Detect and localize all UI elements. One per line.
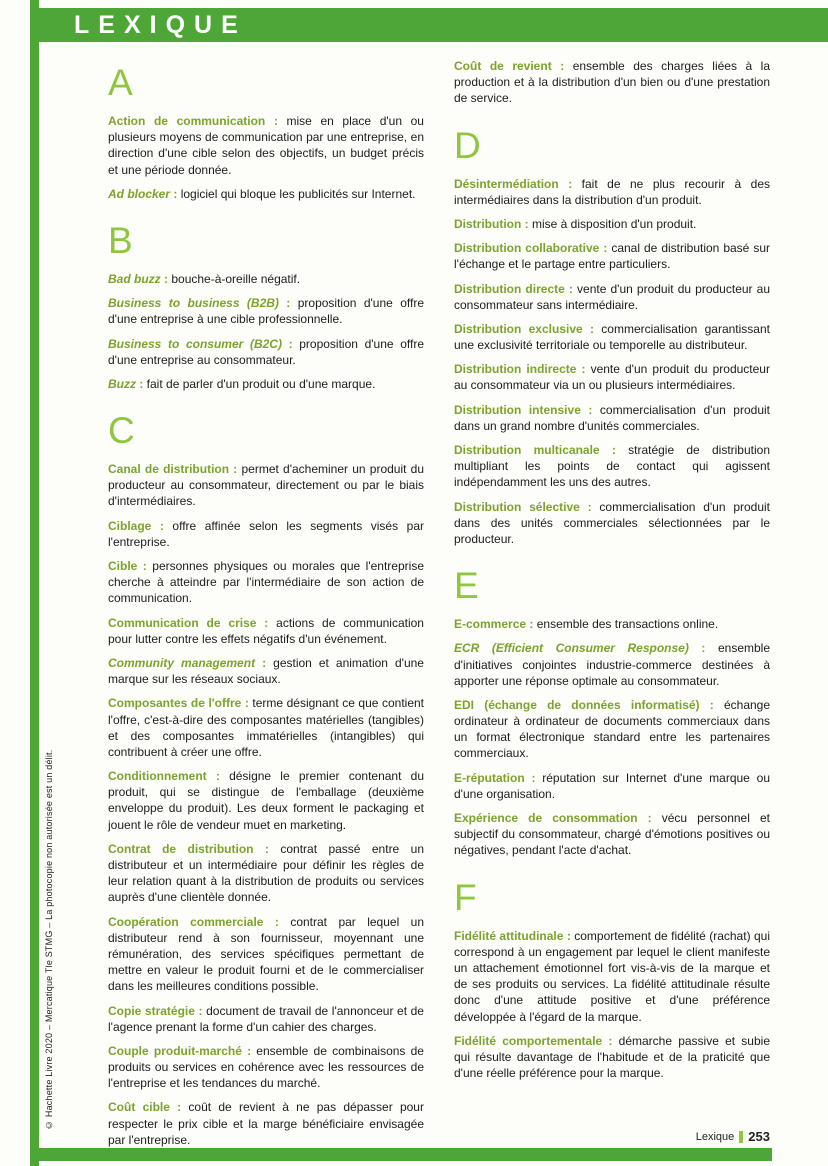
entry-definition: vécu personnel et subjectif du consommateur, chargé d'émotions positives ou négatives, pendant l'acte d'achat. bbox=[454, 811, 770, 858]
entry-definition: échange ordinateur à ordinateur de documents commerciaux dans un format électronique standard entre les partenaires commerciaux. bbox=[454, 697, 771, 761]
entry-definition: désigne le premier contenant du produit, qui se distingue de l'emballage (deuxième enveloppe du produit). Les deux forment le packaging et jouent le rôle de vendeur muet en marketing. bbox=[108, 769, 424, 832]
entry-term: Ad blocker bbox=[108, 186, 171, 201]
entry-term: Canal de distribution bbox=[108, 462, 230, 477]
term-colon: : bbox=[579, 499, 600, 514]
glossary-section-d bbox=[454, 124, 771, 548]
term-colon: : bbox=[253, 841, 281, 856]
entry-definition: ensemble des charges liées à la production et à la distribution d'un bien ou d'une prestation de service. bbox=[454, 59, 770, 106]
entry-definition: mise en place d'un ou plusieurs moyens de communication par une entreprise, en direction d'une cible selon des objectifs, un budget précis et une période donnée. bbox=[108, 114, 424, 177]
glossary-column-right bbox=[454, 58, 770, 1158]
entry-term: Buzz bbox=[108, 376, 136, 391]
entry-definition: coût de revient à ne pas dépasser pour respecter le prix cible et la marge bénéficiaire envisagée par l'entreprise. bbox=[108, 1100, 424, 1147]
entry-term: Business to consumer (B2C) bbox=[108, 336, 282, 351]
glossary-entry bbox=[454, 240, 770, 272]
entry-term: Coût cible bbox=[108, 1100, 170, 1115]
entry-definition: commercialisation d'un produit dans un grand nombre d'unités commerciales. bbox=[454, 402, 770, 433]
entry-term: Désintermédiation bbox=[454, 176, 559, 191]
term-colon: : bbox=[169, 1100, 189, 1115]
entry-definition: ensemble d'initiatives conjointes industrie-commerce destinées à apporter une réponse optimale au consommateur. bbox=[454, 641, 770, 688]
glossary-entry bbox=[108, 558, 424, 607]
entry-definition: fait de ne plus recourir à des intermédiaires dans la distribution d'un produit. bbox=[454, 176, 770, 207]
entry-term: Communication de crise bbox=[108, 615, 257, 630]
glossary-entry bbox=[108, 376, 424, 392]
entry-term: Couple produit-marché bbox=[108, 1043, 242, 1058]
glossary-entry bbox=[108, 295, 424, 327]
entry-term: Fidélité attitudinale bbox=[454, 928, 564, 943]
glossary-section-continued bbox=[454, 58, 770, 107]
term-colon: : bbox=[599, 443, 629, 457]
entry-term: Expérience de consommation bbox=[454, 811, 638, 825]
glossary-entry bbox=[108, 461, 424, 510]
copyright-note: © Hachette Livre 2020 – Mercatique Tle STMG – La photocopie non autorisée est un délit. bbox=[44, 749, 54, 1130]
glossary-entry bbox=[108, 1099, 424, 1148]
entry-term: ECR (Efficient Consumer Response) bbox=[454, 641, 689, 656]
glossary-entry bbox=[108, 1003, 424, 1035]
glossary-section-b bbox=[108, 219, 425, 392]
glossary-entry bbox=[454, 640, 770, 689]
entry-definition: terme désignant ce que contient l'offre, c'est-à-dire des composantes matérielles (tangibles) et des composantes immatérielles (intangibles) qui contribuent à créer une offre. bbox=[108, 696, 425, 759]
glossary-entry bbox=[108, 655, 424, 687]
section-letter-f: F bbox=[454, 876, 477, 918]
glossary-entry bbox=[454, 321, 770, 353]
term-colon: : bbox=[278, 296, 298, 311]
glossary-entry bbox=[454, 442, 770, 491]
term-colon: : bbox=[160, 271, 172, 286]
term-colon: : bbox=[699, 697, 724, 712]
glossary-entry bbox=[454, 616, 770, 632]
entry-definition: vente d'un produit du producteur au consommateur sans intermédiaire. bbox=[454, 281, 770, 312]
entry-definition: ensemble des transactions online. bbox=[536, 617, 719, 632]
glossary-entry bbox=[454, 281, 770, 313]
term-colon: : bbox=[137, 559, 153, 573]
footer-separator bbox=[739, 1131, 743, 1143]
glossary-entry bbox=[108, 518, 424, 550]
section-letter-e: E bbox=[454, 565, 479, 607]
entry-definition: permet d'acheminer un produit du producteur au consommateur, directement ou par le biais d'intermédiaires. bbox=[108, 462, 425, 509]
glossary-entry bbox=[108, 768, 424, 833]
term-colon: : bbox=[170, 186, 181, 201]
entry-term: Distribution directe bbox=[454, 281, 565, 296]
glossary-section-e bbox=[454, 567, 770, 858]
entry-definition: contrat par lequel un distributeur rend à son fournisseur, moyennant une rémunération, des services spécifiques permettant de mettre en valeur le produit fourni et de le commercialiser dans les meilleures conditions possible. bbox=[108, 914, 425, 994]
entry-definition: logiciel qui bloque les publicités sur Internet. bbox=[180, 186, 416, 201]
entry-definition: stratégie de distribution multipliant les points de contact qui agissent indépendamment les uns des autres. bbox=[454, 443, 771, 490]
term-colon: : bbox=[580, 402, 600, 417]
entry-term: Business to business (B2B) bbox=[108, 296, 279, 311]
term-colon: : bbox=[602, 1033, 619, 1048]
entry-term: Community management bbox=[108, 655, 256, 670]
glossary-entry bbox=[454, 361, 770, 393]
glossary-entry bbox=[454, 810, 770, 859]
entry-definition: gestion et animation d'une marque sur les réseaux sociaux. bbox=[108, 655, 424, 687]
term-colon: : bbox=[599, 241, 612, 256]
footer-label: Lexique bbox=[695, 1130, 735, 1143]
glossary-entry bbox=[454, 402, 770, 434]
term-colon: : bbox=[551, 59, 573, 73]
entry-definition: vente d'un produit du producteur au consommateur via un ou plusieurs intermédiaires. bbox=[454, 362, 770, 393]
entry-definition: bouche-à-oreille négatif. bbox=[171, 271, 301, 286]
entry-term: Ciblage bbox=[108, 518, 152, 533]
entry-term: Distribution sélective bbox=[454, 499, 580, 514]
left-green-bar bbox=[30, 0, 39, 1166]
entry-definition: fait de parler d'un produit ou d'une marque. bbox=[146, 376, 376, 391]
entry-definition: offre affinée selon les segments visés par l'entreprise. bbox=[108, 518, 424, 549]
term-colon: : bbox=[151, 518, 173, 533]
entry-definition: contrat passé entre un distributeur et un intermédiaire pour définir les règles de leur relation quant à la distribution de produits ou services auprès d'une clientèle donnée. bbox=[108, 841, 424, 905]
entry-term: Coût de revient bbox=[454, 59, 552, 73]
glossary-entry bbox=[108, 914, 424, 995]
glossary-entry bbox=[108, 186, 424, 202]
bottom-green-bar bbox=[30, 1148, 772, 1161]
entry-term: Coopération commerciale bbox=[108, 914, 264, 929]
entry-definition: ensemble de combinaisons de produits ou services en cohérence avec les ressources de l'entreprise et les tendances du marché. bbox=[108, 1043, 424, 1091]
term-colon: : bbox=[206, 769, 230, 784]
section-letter-b: B bbox=[108, 219, 133, 261]
entry-definition: canal de distribution basé sur l'échange et le partage entre particuliers. bbox=[454, 241, 771, 272]
entry-term: Conditionnement bbox=[108, 769, 207, 784]
entry-term: E-réputation bbox=[454, 770, 525, 785]
glossary-entry bbox=[454, 770, 770, 802]
entry-definition: démarche passive et subie qui résulte davantage de l'habitude et de la praticité que d'une réelle préférence pour la marque. bbox=[454, 1033, 770, 1081]
term-colon: : bbox=[229, 462, 242, 477]
page-title: LEXIQUE bbox=[74, 10, 247, 39]
page-header bbox=[30, 8, 828, 42]
term-colon: : bbox=[576, 362, 591, 377]
entry-definition: comportement de fidélité (rachat) qui correspond à un engagement par lequel le client manifeste un attachement émotionnel fort vis-à-vis de la marque et de ses produits ou services. La fidélité attitudinale résulte donc d'une attitude positive et d'une préférence développée à l'égard de la marque. bbox=[454, 928, 770, 1024]
term-colon: : bbox=[688, 641, 718, 656]
glossary-entry bbox=[108, 841, 424, 906]
term-colon: : bbox=[281, 336, 300, 351]
entry-definition: réputation sur Internet d'une marque ou d'une organisation. bbox=[454, 770, 770, 801]
entry-term: E-commerce bbox=[454, 617, 527, 632]
entry-term: Distribution intensive bbox=[454, 402, 581, 417]
glossary-entry bbox=[108, 336, 424, 368]
entry-term: Action de communication bbox=[108, 114, 266, 128]
term-colon: : bbox=[637, 811, 662, 825]
glossary-section-f bbox=[454, 876, 770, 1082]
glossary-entry bbox=[108, 695, 424, 760]
glossary-entry bbox=[454, 928, 770, 1025]
glossary-entry bbox=[454, 176, 770, 208]
entry-term: Composantes de l'offre bbox=[108, 696, 242, 711]
glossary-entry bbox=[108, 615, 424, 647]
entry-definition: mise à disposition d'un produit. bbox=[532, 216, 697, 231]
entry-term: Distribution bbox=[454, 216, 522, 231]
glossary-entry bbox=[454, 697, 770, 762]
term-colon: : bbox=[524, 770, 543, 785]
section-letter-d: D bbox=[454, 124, 481, 166]
entry-term: Copie stratégie bbox=[108, 1003, 195, 1018]
term-colon: : bbox=[558, 176, 582, 191]
glossary-section-c bbox=[108, 412, 424, 1148]
entry-term: Distribution multicanale bbox=[454, 443, 600, 457]
glossary-entry bbox=[108, 113, 424, 178]
term-colon: : bbox=[241, 696, 253, 711]
glossary-column-left bbox=[108, 58, 424, 1158]
glossary-entry bbox=[454, 499, 770, 548]
glossary-content bbox=[108, 58, 770, 1158]
entry-term: EDI (échange de données informatisé) bbox=[454, 697, 700, 712]
glossary-entry bbox=[108, 1043, 424, 1092]
entry-term: Distribution collaborative bbox=[454, 241, 600, 256]
term-colon: : bbox=[521, 216, 532, 231]
section-letter-c: C bbox=[108, 410, 135, 452]
entry-definition: commercialisation d'un produit dans des unités commerciales sélectionnées par le producteur. bbox=[454, 499, 771, 546]
entry-definition: proposition d'une offre d'une entreprise à une cible professionnelle. bbox=[108, 296, 425, 327]
entry-definition: document de travail de l'annonceur et de l'agence prenant la forme d'un cahier des charges. bbox=[108, 1003, 424, 1034]
glossary-section-a bbox=[108, 64, 424, 202]
glossary-entry bbox=[108, 271, 424, 287]
entry-term: Contrat de distribution bbox=[108, 841, 254, 856]
term-colon: : bbox=[255, 655, 274, 670]
term-colon: : bbox=[563, 928, 575, 943]
term-colon: : bbox=[526, 617, 537, 632]
term-colon: : bbox=[136, 376, 147, 391]
glossary-entry bbox=[454, 1033, 770, 1082]
entry-term: Fidélité comportementale bbox=[454, 1033, 603, 1048]
term-colon: : bbox=[582, 321, 602, 336]
term-colon: : bbox=[194, 1003, 207, 1018]
entry-term: Distribution indirecte bbox=[454, 362, 577, 377]
term-colon: : bbox=[263, 914, 291, 929]
term-colon: : bbox=[265, 114, 287, 128]
entry-term: Bad buzz bbox=[108, 271, 161, 286]
footer-page-number: 253 bbox=[748, 1129, 770, 1144]
term-colon: : bbox=[241, 1043, 257, 1058]
entry-definition: commercialisation garantissant une exclusivité territoriale ou temporelle au distributeur. bbox=[454, 321, 770, 353]
entry-definition: actions de communication pour lutter contre les effets négatifs d'un événement. bbox=[108, 615, 424, 646]
page-footer bbox=[696, 1129, 770, 1144]
entry-definition: proposition d'une offre d'une entreprise au consommateur. bbox=[108, 336, 424, 367]
section-letter-a: A bbox=[108, 62, 133, 103]
term-colon: : bbox=[256, 615, 277, 630]
entry-definition: personnes physiques ou morales que l'entreprise cherche à atteindre par l'intermédiaire de son action de communication. bbox=[108, 559, 424, 606]
entry-term: Distribution exclusive bbox=[454, 321, 583, 336]
entry-term: Cible bbox=[108, 559, 138, 573]
term-colon: : bbox=[564, 281, 578, 296]
glossary-entry bbox=[454, 58, 770, 107]
glossary-entry bbox=[454, 216, 770, 232]
